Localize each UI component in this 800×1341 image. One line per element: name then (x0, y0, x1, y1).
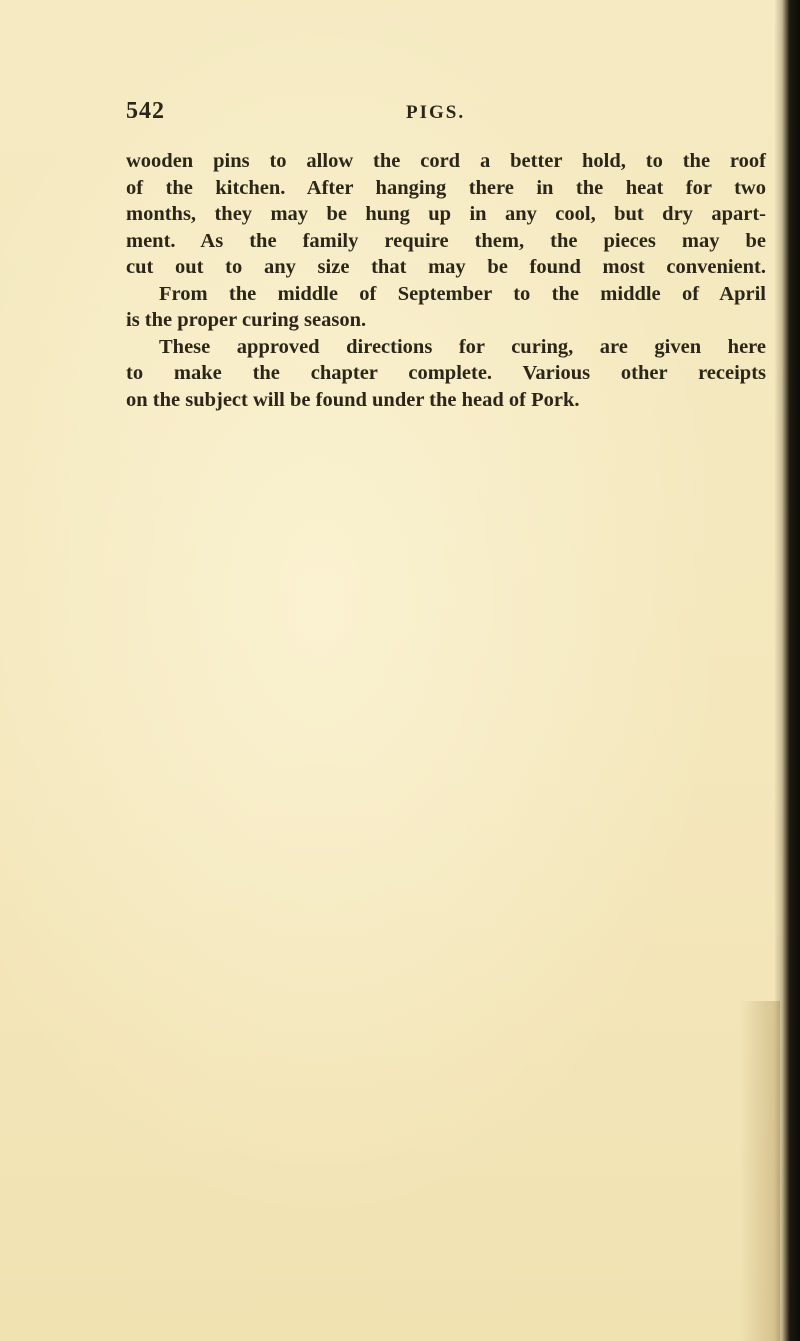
running-head (126, 98, 686, 130)
text-line: is the proper curing season. (126, 309, 367, 331)
body-text (126, 148, 766, 413)
page-edge-stain (740, 1001, 780, 1341)
text-line: of the kitchen. After hanging there in the heat for two (126, 176, 766, 199)
text-line: These approved directions for curing, are given here (159, 335, 766, 358)
text-line: From the middle of September to the middle of April (159, 282, 766, 305)
text-line: on the subject will be found under the head of Pork. (126, 388, 580, 411)
page-number: 542 (126, 98, 165, 124)
running-title: PIGS. (406, 102, 466, 123)
text-line: to make the chapter complete. Various other receipts (126, 362, 766, 384)
text-line: ment. As the family require them, the pieces may be (126, 229, 766, 252)
text-line: cut out to any size that may be found most convenient. (126, 256, 766, 278)
text-line: months, they may be hung up in any cool, but dry apart- (126, 203, 766, 225)
text-line: wooden pins to allow the cord a better hold, to the roof (126, 150, 766, 172)
